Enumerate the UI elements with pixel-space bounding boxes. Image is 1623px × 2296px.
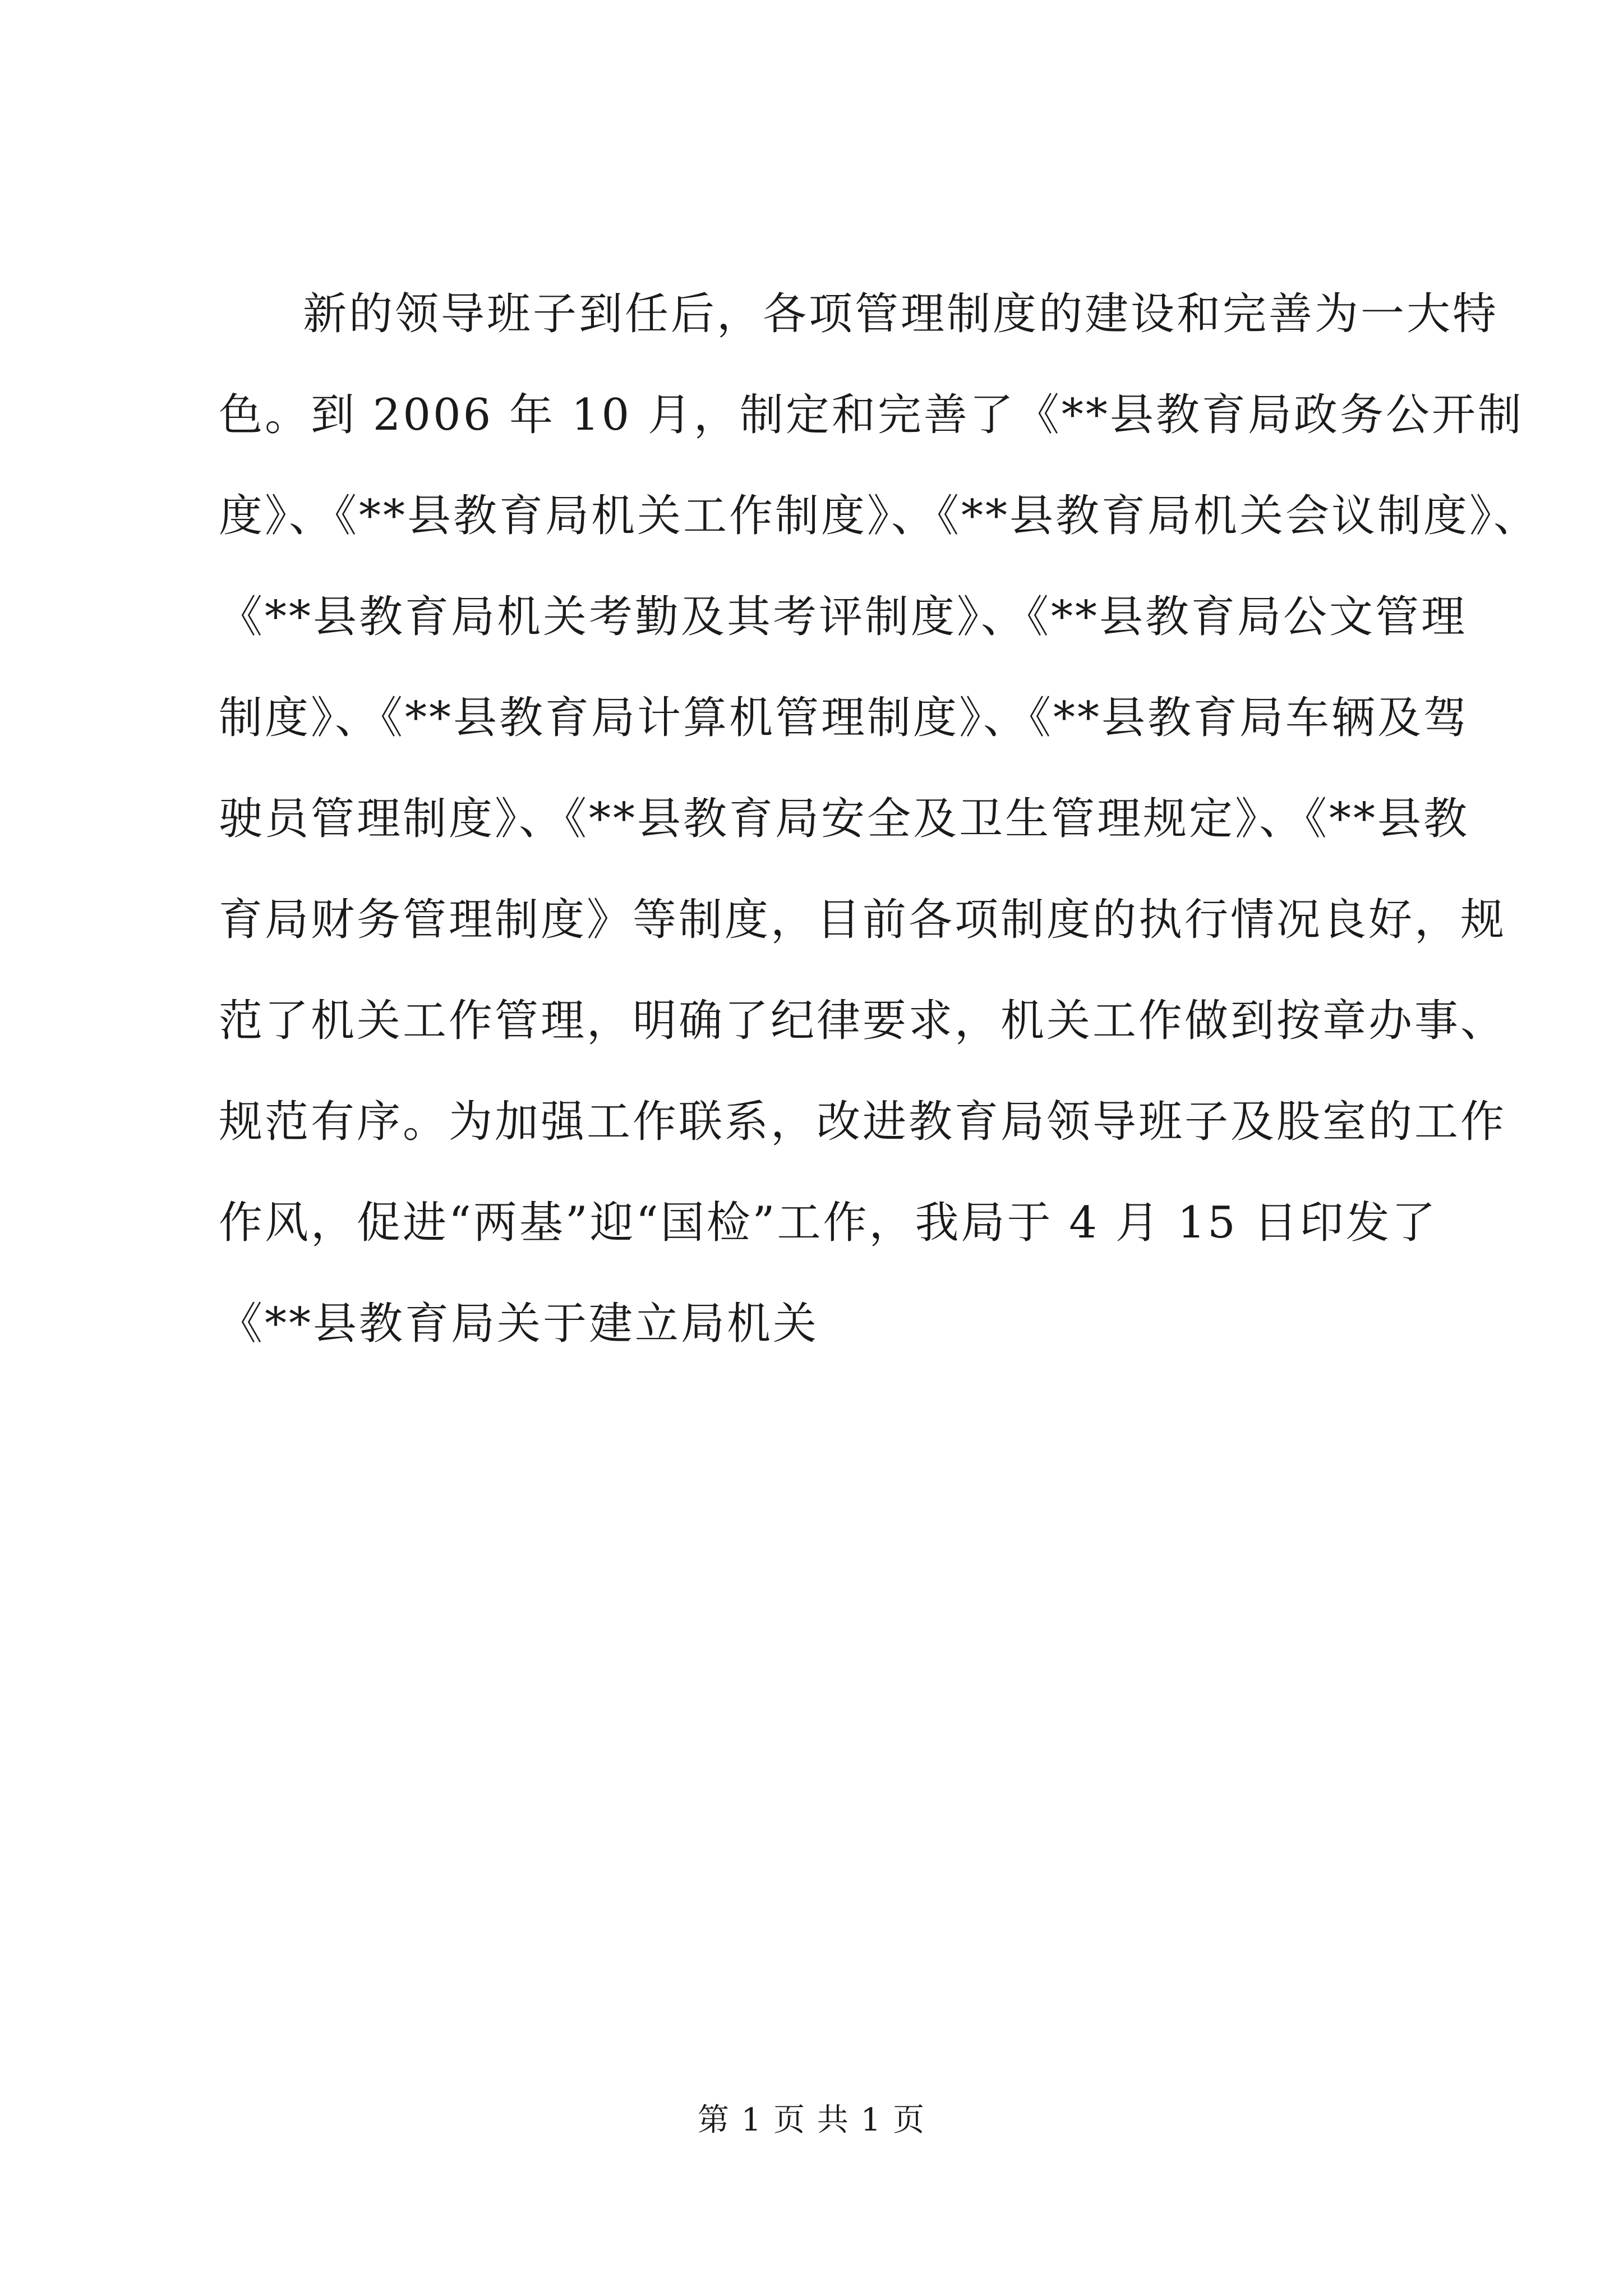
paragraph-line: 新的领导班子到任后，各项管理制度的建设和完善为一大特 [303, 289, 1499, 339]
paragraph-line: 作风，促进“两基”迎“国检”工作，我局于 4 月 15 日印发了 [219, 1198, 1438, 1248]
paragraph-line: 制度》、《**县教育局计算机管理制度》、《**县教育局车辆及驾 [219, 693, 1470, 743]
paragraph-line: 育局财务管理制度》等制度，目前各项制度的执行情况良好，规 [219, 895, 1507, 945]
paragraph-line: 色。到 2006 年 10 月，制定和完善了《**县教育局政务公开制 [219, 390, 1524, 440]
paragraph-line: 《**县教育局关于建立局机关 [219, 1299, 819, 1349]
paragraph-line: 范了机关工作管理，明确了纪律要求，机关工作做到按章办事、 [219, 996, 1507, 1046]
paragraph-line: 规范有序。为加强工作联系，改进教育局领导班子及股室的工作 [219, 1097, 1507, 1147]
paragraph-line: 度》、《**县教育局机关工作制度》、《**县教育局机关会议制度》、 [219, 491, 1540, 541]
page-footer [0, 2098, 1623, 2143]
paragraph-line: 《**县教育局机关考勤及其考评制度》、《**县教育局公文管理 [219, 592, 1468, 642]
body-paragraph [219, 264, 1540, 1374]
page-number: 第 1 页 共 1 页 [697, 2102, 926, 2138]
paragraph-line: 驶员管理制度》、《**县教育局安全及卫生管理规定》、《**县教 [219, 794, 1470, 844]
